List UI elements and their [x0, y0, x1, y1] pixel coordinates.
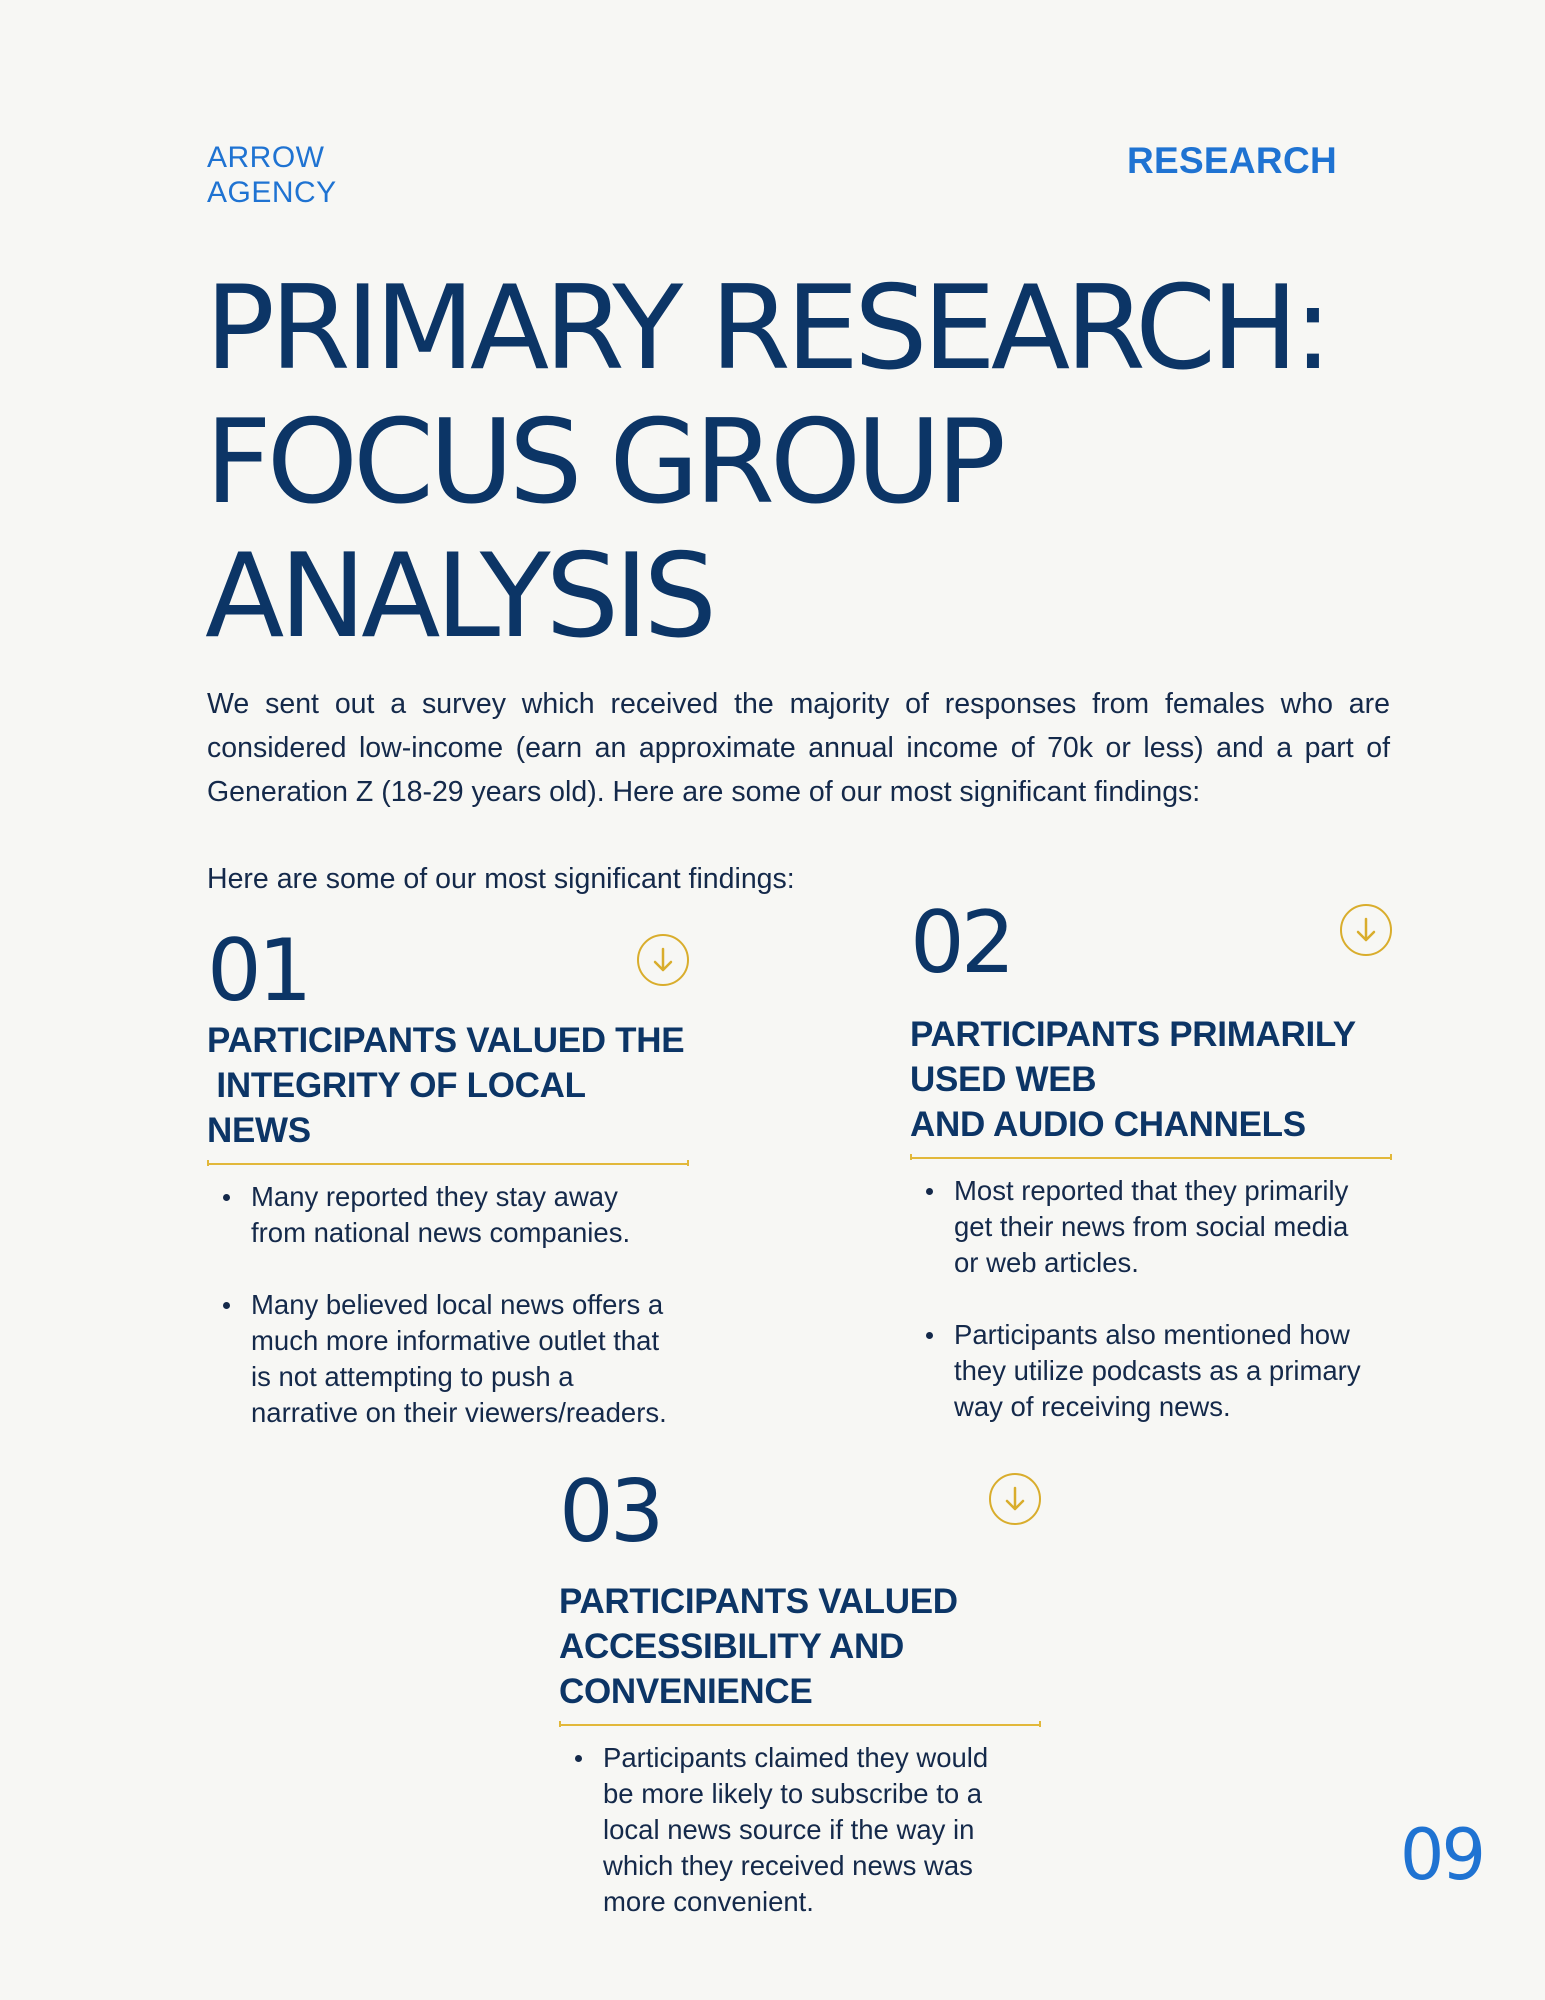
finding-heading-line: NEWS	[207, 1111, 311, 1150]
bullet-line: Participants also mentioned how	[954, 1319, 1350, 1350]
list-item	[251, 1179, 689, 1251]
page-number: 09	[1399, 1814, 1483, 1896]
arrow-down-circle-icon[interactable]	[637, 934, 689, 986]
finding-heading-line: USED WEB	[910, 1060, 1097, 1099]
bullet-line: they utilize podcasts as a primary	[954, 1355, 1361, 1386]
bullet-line: is not attempting to push a	[251, 1361, 574, 1392]
intro-paragraph: We sent out a survey which received the majority of responses from females who are considered low-income (earn an approximate annual income of 70k or less) and a part of Generation Z (18-29 years old). Here are some of our most significant findings:	[207, 688, 1390, 808]
finding-bullets	[207, 1179, 689, 1431]
bullet-line: get their news from social media	[954, 1211, 1349, 1242]
finding-heading-line: PARTICIPANTS PRIMARILY	[910, 1015, 1356, 1054]
finding-heading-line: INTEGRITY OF LOCAL	[207, 1066, 586, 1105]
finding-heading	[207, 1018, 689, 1153]
page-title	[205, 262, 1505, 664]
finding-number: 01	[207, 921, 309, 1021]
bullet-line: narrative on their viewers/readers.	[251, 1397, 667, 1428]
finding-number: 03	[559, 1462, 661, 1562]
findings-intro: Here are some of our most significant findings:	[207, 863, 795, 895]
finding-number: 02	[910, 893, 1012, 993]
brand-line-1: ARROW	[207, 141, 325, 174]
page-title-line-1: PRIMARY RESEARCH:	[205, 261, 1328, 396]
divider	[207, 1163, 689, 1165]
bullet-line: way of receiving news.	[954, 1391, 1231, 1422]
bullet-line: Many reported they stay away	[251, 1181, 618, 1212]
brand-line-2: AGENCY	[207, 176, 337, 209]
finding-heading-line: CONVENIENCE	[559, 1672, 813, 1711]
finding-03	[559, 1462, 1041, 1956]
divider	[559, 1724, 1041, 1726]
bullet-line: Most reported that they primarily	[954, 1175, 1349, 1206]
finding-bullets	[910, 1173, 1392, 1425]
finding-heading-line: ACCESSIBILITY AND	[559, 1627, 904, 1666]
list-item	[603, 1740, 1041, 1920]
arrow-down-circle-icon[interactable]	[989, 1473, 1041, 1525]
bullet-line: more convenient.	[603, 1886, 814, 1917]
finding-heading	[910, 1012, 1392, 1147]
section-label: RESEARCH	[1126, 140, 1337, 181]
bullet-line: local news source if the way in	[603, 1814, 975, 1845]
divider	[910, 1157, 1392, 1159]
brand-logo	[207, 140, 337, 210]
page-title-line-2: FOCUS GROUP	[205, 395, 1002, 530]
finding-01	[207, 918, 689, 1467]
list-item	[954, 1317, 1392, 1425]
bullet-line: much more informative outlet that	[251, 1325, 660, 1356]
bullet-line: or web articles.	[954, 1247, 1139, 1278]
list-item	[251, 1287, 689, 1431]
list-item	[954, 1173, 1392, 1281]
finding-heading	[559, 1579, 1041, 1714]
bullet-line: which they received news was	[603, 1850, 973, 1881]
bullet-line: Participants claimed they would	[603, 1742, 989, 1773]
finding-heading-line: PARTICIPANTS VALUED THE	[207, 1021, 685, 1060]
bullet-line: be more likely to subscribe to a	[603, 1778, 983, 1809]
bullet-line: Many believed local news offers a	[251, 1289, 664, 1320]
finding-heading-line: PARTICIPANTS VALUED	[559, 1582, 958, 1621]
finding-bullets	[559, 1740, 1041, 1920]
page-title-line-3: ANALYSIS	[205, 529, 713, 664]
bullet-line: from national news companies.	[251, 1217, 631, 1248]
finding-02	[910, 893, 1392, 1461]
arrow-down-circle-icon[interactable]	[1340, 904, 1392, 956]
finding-heading-line: AND AUDIO CHANNELS	[910, 1105, 1306, 1144]
